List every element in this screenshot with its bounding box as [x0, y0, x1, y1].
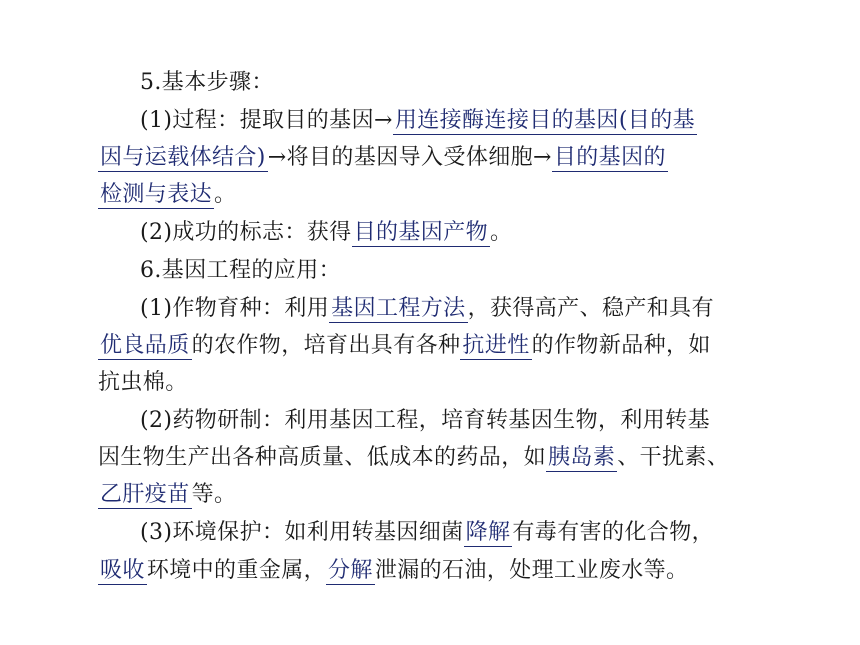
answer-vaccine: 乙肝疫苗 — [100, 482, 190, 507]
text: →将目的基因导入受体细胞→ — [267, 145, 552, 170]
answer-ligase: 用连接酶连接目的基因(目的基 — [394, 108, 695, 133]
text: (2)成功的标志：获得 — [140, 220, 352, 245]
answer-ligase-cont: 因与运载体结合) — [100, 145, 266, 170]
text: 泄漏的石油，处理工业废水等。 — [374, 558, 689, 583]
heading-text: 6.基因工程的应用： — [140, 258, 341, 283]
process-line-3 — [98, 180, 236, 210]
answer-quality: 优良品质 — [100, 333, 190, 358]
answer-method: 基因工程方法 — [331, 296, 466, 321]
text: (3)环境保护：如利用转基因细菌 — [140, 520, 464, 545]
answer-resistance: 抗进性 — [462, 333, 530, 358]
text: 。 — [214, 182, 237, 207]
text: 抗虫棉。 — [98, 370, 188, 395]
text: 的农作物，培育出具有各种 — [191, 333, 461, 358]
answer-decompose: 分解 — [328, 558, 373, 583]
answer-detection: 目的基因的 — [553, 145, 666, 170]
process-line-1 — [140, 106, 697, 136]
crop-line-3 — [98, 368, 188, 398]
text: 有毒有害的化合物， — [512, 520, 714, 545]
section-5-heading — [140, 68, 274, 98]
text: 环境中的重金属， — [146, 558, 327, 583]
text: ，获得高产、稳产和具有 — [467, 296, 714, 321]
text: 。 — [489, 220, 513, 245]
text: (1)过程：提取目的基因→ — [140, 108, 393, 133]
answer-degrade: 降解 — [465, 520, 511, 545]
env-line-1 — [140, 518, 714, 548]
success-sign-line — [140, 218, 512, 248]
text: (2)药物研制：利用基因工程，培育转基因生物，利用转基 — [140, 408, 710, 433]
drug-line-3 — [98, 480, 236, 510]
answer-absorb: 吸收 — [100, 558, 145, 583]
text: (1)作物育种：利用 — [140, 296, 330, 321]
answer-insulin: 胰岛素 — [548, 445, 616, 470]
text: 、干扰素、 — [617, 445, 730, 470]
text: 因生物生产出各种高质量、低成本的药品，如 — [98, 445, 547, 470]
drug-line-1 — [140, 406, 710, 436]
drug-line-2 — [98, 443, 729, 473]
answer-product: 目的基因产物 — [353, 220, 488, 245]
heading-text: 5.基本步骤： — [140, 70, 274, 95]
text: 等。 — [191, 482, 237, 507]
crop-line-1 — [140, 294, 714, 324]
section-6-heading — [140, 256, 341, 286]
env-line-2 — [98, 556, 688, 586]
process-line-2 — [98, 143, 668, 173]
text: 的作物新品种，如 — [531, 333, 711, 358]
answer-detection-cont: 检测与表达 — [100, 182, 213, 207]
crop-line-2 — [98, 331, 711, 361]
